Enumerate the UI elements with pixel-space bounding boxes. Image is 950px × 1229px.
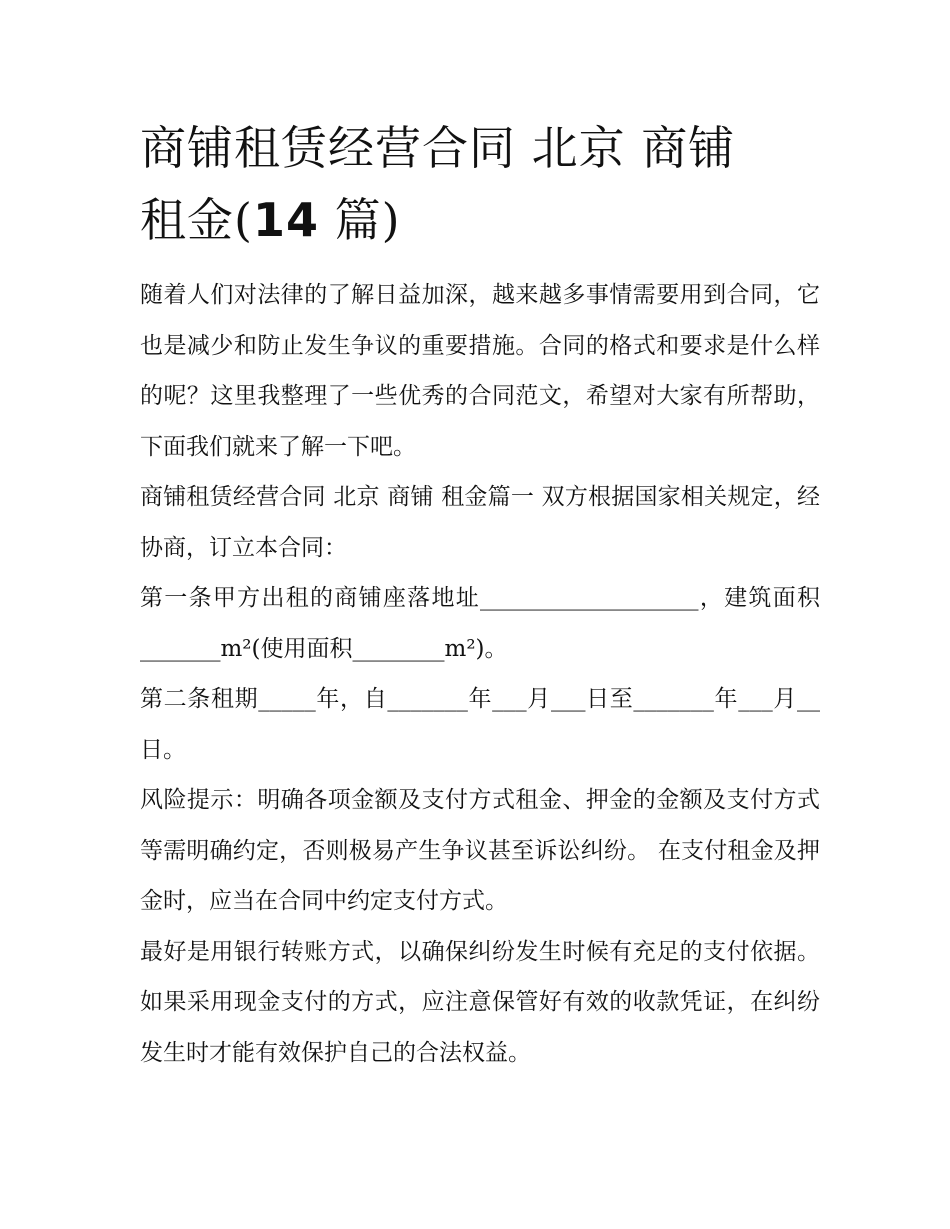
title-line-2-prefix: 租金( bbox=[140, 193, 253, 247]
title-line-2-suffix: 篇) bbox=[318, 193, 401, 247]
intro-paragraph: 随着人们对法律的了解日益加深，越来越多事情需要用到合同，它也是减少和防止发生争议的重要措施。合同的格式和要求是什么样的呢？这里我整理了一些优秀的合同范文，希望对大家有所帮助，下面我们就来了解一下吧。 bbox=[140, 282, 820, 460]
payment-advice: 最好是用银行转账方式，以确保纠纷发生时候有充足的支付依据。 如果采用现金支付的方式，应注意保管好有效的收款凭证，在纠纷发生时才能有效保护自己的合法权益。 bbox=[140, 938, 820, 1066]
article-one: 第一条甲方出租的商铺座落地址___________________，建筑面积_______m²(使用面积________m²)。 bbox=[140, 585, 820, 662]
risk-notice: 风险提示：明确各项金额及支付方式租金、押金的金额及支付方式等需明确约定，否则极易产生争议甚至诉讼纠纷。 在支付租金及押金时，应当在合同中约定支付方式。 bbox=[140, 787, 820, 914]
title-count: 14 bbox=[252, 193, 319, 247]
document-page bbox=[140, 112, 820, 1078]
title-line-1: 商铺租赁经营合同 北京 商铺 bbox=[140, 121, 736, 175]
document-title bbox=[140, 112, 820, 256]
article-two: 第二条租期_____年，自_______年___月___日至_______年___月__日。 bbox=[140, 686, 820, 763]
contract-preamble: 商铺租赁经营合同 北京 商铺 租金篇一 双方根据国家相关规定，经协商，订立本合同： bbox=[140, 484, 820, 561]
